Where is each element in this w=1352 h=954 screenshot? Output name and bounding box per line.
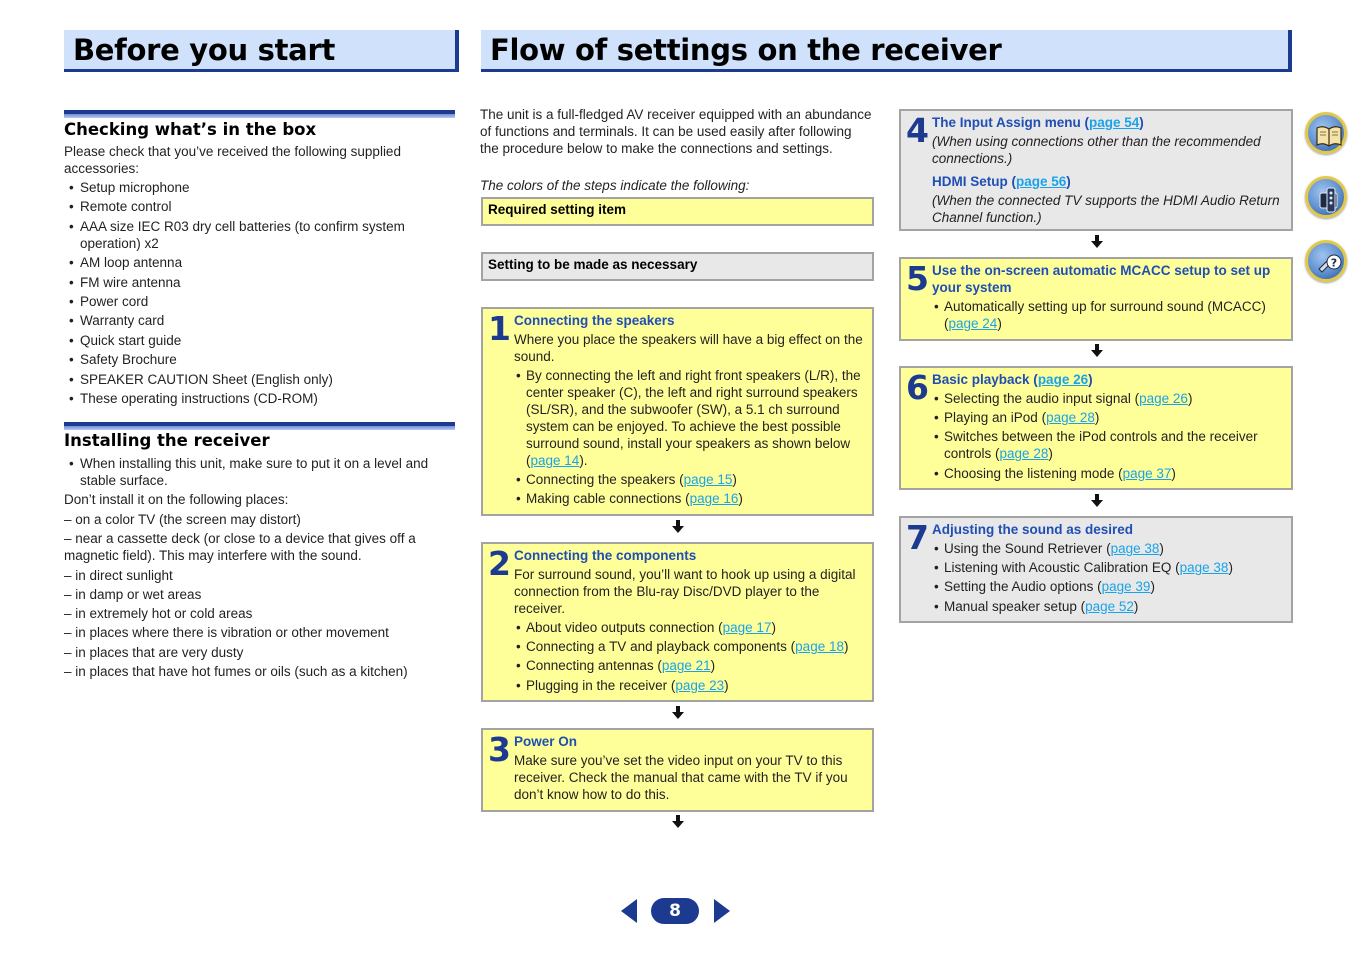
list-item bbox=[932, 298, 1287, 332]
page-title-before-you-start bbox=[64, 30, 459, 72]
item-text: Plugging in the receiver ( bbox=[526, 677, 676, 693]
item-text: ) bbox=[843, 639, 849, 655]
item-text: Using the Sound Retriever ( bbox=[944, 541, 1111, 556]
step-title bbox=[932, 173, 1287, 190]
section-heading-installing: Installing the receiver bbox=[64, 431, 270, 450]
list-item: – on a color TV (the screen may distort) bbox=[64, 512, 301, 527]
item-text: ) bbox=[738, 491, 743, 507]
list-item bbox=[514, 638, 868, 655]
step-number: 1 bbox=[488, 309, 511, 348]
page-link[interactable]: page 14 bbox=[530, 453, 580, 468]
item-text: Connecting a TV and playback components ( bbox=[526, 639, 796, 655]
item-text: ) bbox=[1228, 560, 1233, 576]
item-text: Setting the Audio options ( bbox=[944, 579, 1102, 595]
list-item bbox=[932, 559, 1287, 576]
step-3-box bbox=[481, 728, 874, 812]
list-item: – in places that have hot fumes or oils (such as a kitchen) bbox=[64, 664, 408, 680]
item-text: About video outputs connection ( bbox=[526, 620, 723, 635]
step-body bbox=[514, 547, 868, 696]
item-text: Making cable connections ( bbox=[526, 491, 690, 507]
page-link[interactable]: page 37 bbox=[1122, 465, 1172, 481]
step-number: 4 bbox=[906, 111, 929, 150]
box-intro: Please check that you’ve received the following supplied accessories: bbox=[64, 144, 401, 176]
page-link[interactable]: page 56 bbox=[1016, 174, 1067, 189]
step-body bbox=[514, 312, 868, 510]
step-title: Connecting the speakers bbox=[514, 313, 675, 328]
step-number: 3 bbox=[488, 730, 511, 769]
step-6-box bbox=[899, 366, 1293, 490]
colors-note: The colors of the steps indicate the following: bbox=[480, 178, 750, 193]
step-text: Make sure you’ve set the video input on your TV to this receiver. Check the manual that came with the TV if you don’t know how to do this. bbox=[514, 753, 848, 802]
list-item bbox=[932, 428, 1287, 462]
list-item: – near a cassette deck (or close to a device that gives off a magnetic field). This may interfere with the sound. bbox=[64, 531, 416, 564]
step-note: (When using connections other than the recommended connections.) bbox=[932, 134, 1261, 166]
page-link[interactable]: page 18 bbox=[795, 639, 844, 655]
step-title: Adjusting the sound as desired bbox=[932, 522, 1134, 537]
step-body bbox=[932, 262, 1287, 334]
item-text: ) bbox=[1171, 465, 1176, 481]
list-item bbox=[514, 619, 868, 636]
down-arrow-icon bbox=[1091, 344, 1103, 358]
title-text: ) bbox=[1088, 372, 1093, 387]
legend-label: Setting to be made as necessary bbox=[488, 257, 698, 272]
section-divider bbox=[64, 110, 455, 118]
page-link[interactable]: page 17 bbox=[722, 620, 772, 635]
down-arrow-icon bbox=[672, 520, 684, 534]
item-text: Selecting the audio input signal ( bbox=[944, 391, 1140, 406]
step-body bbox=[932, 521, 1287, 617]
list-item: • Safety Brochure bbox=[64, 351, 455, 368]
step-title: Use the on-screen automatic MCACC setup to set up your system bbox=[932, 263, 1271, 295]
book-icon-glyph bbox=[1314, 121, 1344, 151]
step-bullets bbox=[932, 298, 1287, 332]
list-item bbox=[932, 409, 1287, 426]
down-arrow-icon bbox=[1091, 235, 1103, 249]
list-item bbox=[514, 677, 868, 694]
list-item: – in places where there is vibration or other movement bbox=[64, 625, 389, 641]
page-link[interactable]: page 28 bbox=[999, 446, 1049, 462]
step-bullets bbox=[932, 390, 1287, 482]
list-item bbox=[932, 598, 1287, 615]
step-bullets bbox=[932, 540, 1287, 615]
step-body bbox=[932, 114, 1287, 228]
page-title-text: Flow of settings on the receiver bbox=[490, 33, 1002, 67]
step-body bbox=[514, 733, 868, 805]
list-item: • AAA size IEC R03 dry cell batteries (to confirm system operation) x2 bbox=[64, 218, 455, 252]
step-bullets bbox=[514, 619, 868, 694]
step-number: 6 bbox=[906, 368, 929, 407]
list-item: • Warranty card bbox=[64, 312, 455, 329]
list-item bbox=[932, 540, 1287, 557]
item-text: ) bbox=[997, 316, 1002, 331]
help-tools-icon-glyph bbox=[1314, 249, 1344, 279]
page-title-flow-of-settings bbox=[481, 30, 1292, 72]
step-note: (When the connected TV supports the HDMI Audio Return Channel function.) bbox=[932, 193, 1280, 225]
item-text: ) bbox=[1133, 598, 1139, 614]
item-text: ) bbox=[1094, 410, 1100, 426]
page-link[interactable]: page 38 bbox=[1110, 541, 1160, 556]
page-link[interactable]: page 28 bbox=[1046, 410, 1095, 426]
item-text: Choosing the listening mode ( bbox=[944, 465, 1123, 481]
list-item bbox=[932, 578, 1287, 595]
list-item: • Remote control bbox=[64, 198, 455, 215]
list-item: – in direct sunlight bbox=[64, 567, 173, 583]
step-5-box bbox=[899, 257, 1293, 341]
list-item bbox=[932, 390, 1287, 407]
section-divider bbox=[64, 422, 455, 430]
help-tools-icon[interactable] bbox=[1305, 240, 1347, 282]
item-text: Connecting antennas ( bbox=[526, 658, 662, 674]
step-7-box bbox=[899, 516, 1293, 623]
item-text: ) bbox=[1048, 446, 1053, 462]
list-item: • AM loop antenna bbox=[64, 254, 455, 271]
page-link[interactable]: page 39 bbox=[1101, 579, 1151, 595]
item-text: Connecting the speakers ( bbox=[526, 472, 684, 488]
down-arrow-icon bbox=[672, 706, 684, 720]
step-title: Power On bbox=[514, 734, 578, 749]
title-text: HDMI Setup ( bbox=[932, 174, 1016, 189]
flow-intro: The unit is a full-fledged AV receiver equipped with an abundance of functions and terminals. It can be used easily after following the procedure below to make the connections and settings. bbox=[480, 107, 872, 156]
item-text: ) bbox=[771, 620, 776, 635]
list-item bbox=[514, 490, 868, 507]
install-places-list bbox=[64, 511, 444, 682]
title-text: ) bbox=[1139, 115, 1144, 130]
item-text: By connecting the left and right front speakers (L/R), the center speaker (C), the left and right surround speakers (SL/SR), and the subwoofer (SW), a 5.1 ch surround system can be enjoyed. To achieve the best possible surround sound, install your speakers as shown below ( bbox=[526, 368, 861, 468]
title-text: The Input Assign menu ( bbox=[932, 115, 1089, 130]
page-link[interactable]: page 26 bbox=[1139, 391, 1188, 406]
item-text: ) bbox=[1159, 541, 1164, 556]
page-link[interactable]: page 54 bbox=[1089, 115, 1140, 130]
step-2-box bbox=[481, 542, 874, 702]
step-text: For surround sound, you’ll want to hook up using a digital connection from the Blu-ray Disc/DVD player to the receiver. bbox=[514, 567, 856, 616]
list-item: – in damp or wet areas bbox=[64, 586, 202, 602]
title-text: Basic playback ( bbox=[932, 372, 1038, 387]
item-text: ) bbox=[1187, 391, 1193, 406]
down-arrow-icon bbox=[672, 815, 684, 829]
legend-required-setting bbox=[481, 197, 874, 226]
list-item: • These operating instructions (CD-ROM) bbox=[64, 390, 455, 407]
legend-label: Required setting item bbox=[488, 202, 627, 217]
page-link[interactable]: page 21 bbox=[661, 658, 711, 674]
item-text: ). bbox=[579, 453, 588, 468]
install-bullet-list bbox=[64, 455, 455, 491]
previous-page-icon[interactable] bbox=[620, 898, 638, 924]
step-bullets bbox=[514, 367, 868, 507]
list-item: – in extremely hot or cold areas bbox=[64, 606, 253, 622]
next-page-icon[interactable] bbox=[713, 898, 731, 924]
remote-control-icon-glyph bbox=[1314, 185, 1344, 215]
page-link[interactable]: page 38 bbox=[1179, 560, 1229, 576]
item-text: ) bbox=[710, 658, 716, 674]
step-number: 5 bbox=[906, 259, 929, 298]
page-title-text: Before you start bbox=[73, 33, 336, 67]
item-text: Switches between the iPod controls and the receiver controls ( bbox=[944, 429, 1258, 462]
step-number: 7 bbox=[906, 518, 929, 557]
step-number: 2 bbox=[488, 544, 511, 583]
step-title bbox=[932, 371, 1287, 388]
list-item: – in places that are very dusty bbox=[64, 644, 244, 660]
item-text: Automatically setting up for surround sound (MCACC) ( bbox=[944, 299, 1266, 331]
step-text: Where you place the speakers will have a big effect on the sound. bbox=[514, 332, 863, 364]
page-link[interactable]: page 26 bbox=[1037, 372, 1089, 387]
page-link[interactable]: page 15 bbox=[683, 472, 733, 488]
section-heading-box-contents: Checking what’s in the box bbox=[64, 120, 317, 139]
page-number-badge: 8 bbox=[651, 898, 699, 924]
item-text: Manual speaker setup ( bbox=[944, 598, 1086, 614]
list-item: • Quick start guide bbox=[64, 332, 455, 349]
step-title: Connecting the components bbox=[514, 548, 697, 563]
list-item: • Power cord bbox=[64, 293, 455, 310]
down-arrow-icon bbox=[1091, 494, 1103, 508]
step-body bbox=[932, 371, 1287, 484]
list-item bbox=[514, 471, 868, 488]
item-text: Listening with Acoustic Calibration EQ ( bbox=[944, 560, 1180, 576]
list-item: • SPEAKER CAUTION Sheet (English only) bbox=[64, 371, 455, 388]
list-item: • Setup microphone bbox=[64, 179, 455, 196]
step-4-box bbox=[899, 109, 1293, 231]
list-item: • FM wire antenna bbox=[64, 274, 455, 291]
list-item bbox=[514, 657, 868, 674]
page-link[interactable]: page 23 bbox=[675, 677, 725, 693]
install-intro: Don’t install it on the following places: bbox=[64, 492, 289, 507]
item-text: ) bbox=[732, 472, 737, 488]
book-icon[interactable] bbox=[1305, 112, 1347, 154]
remote-control-icon[interactable] bbox=[1305, 176, 1347, 218]
page-link[interactable]: page 52 bbox=[1085, 598, 1134, 614]
item-text: Playing an iPod ( bbox=[944, 410, 1047, 426]
list-item bbox=[514, 367, 868, 469]
item-text: ) bbox=[724, 677, 729, 693]
page-link[interactable]: page 16 bbox=[689, 491, 739, 507]
step-title bbox=[932, 114, 1287, 131]
accessory-list bbox=[64, 179, 455, 409]
page-link[interactable]: page 24 bbox=[948, 316, 998, 331]
svg-text:?: ? bbox=[1330, 256, 1338, 270]
list-item bbox=[932, 465, 1287, 482]
step-1-box bbox=[481, 307, 874, 516]
legend-optional-setting bbox=[481, 252, 874, 281]
title-text: ) bbox=[1066, 174, 1071, 189]
list-item: • When installing this unit, make sure to put it on a level and stable surface. bbox=[64, 455, 455, 489]
item-text: ) bbox=[1150, 579, 1155, 595]
